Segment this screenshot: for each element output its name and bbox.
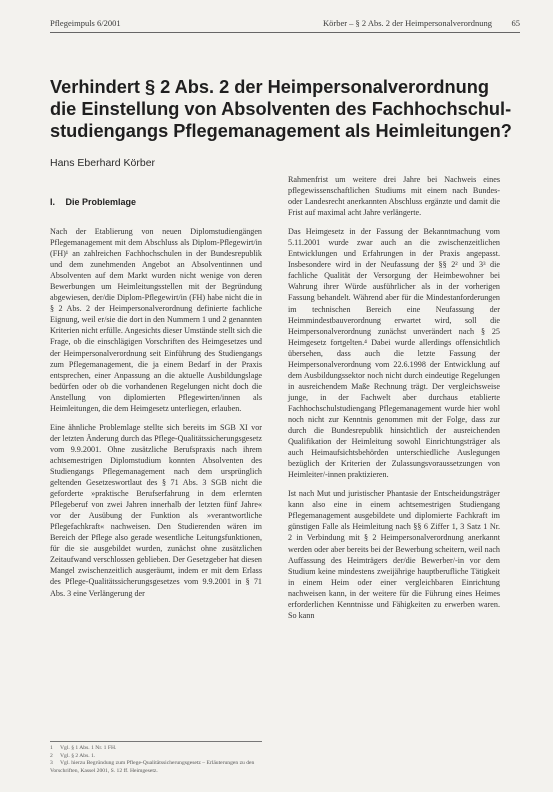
- section-heading: [50, 197, 136, 207]
- left-column: [50, 226, 262, 607]
- footnote: [50, 745, 262, 753]
- paragraph: Nach der Etablierung von neuen Diplomstudiengängen Pflegemanagement mit dem Abschluss als Diplom-Pflegewirt/in (FH)¹ an zahlreichen Fachhochschulen in der Bundesrepublik und dem zunehmenden Angebot an Absolventinnen und Absolventen auf dem Markt wurden nicht wenige von deren Bewerbungen um Heimleitungsstellen mit der Begründung abgewiesen, der/die Diplom-Pflegewirt/in (FH) habe nicht die in § 2 Abs. 2 der Heimpersonalverordnung definierte fachliche Eignung, weil er/sie die dort in den Nummern 1 und 2 genannten Kriterien nicht erfülle. Angesichts dieser Umstände stellt sich die Frage, ob die einschlägigen Vorschriften des Heimgesetzes und der Heimpersonalverordnung seit Einführung des Studiengangs zum Pflegemanagement, die ja einem Bedarf in der Praxis entsprechen, einer Anpassung an die aktuelle Ausbildungslage bedürfen oder ob die vorhandenen Regelungen nicht doch die Anstellung von diplomierten Pflegewirten/innen als Heimleitungen, die dem Heimgesetz unterliegen, erlauben.: [50, 227, 262, 413]
- footnote-text: Vgl. hierzu Begründung zum Pflege-Qualitätssicherungsgesetz – Erläuterungen zu den Vorschriften, Kassel 2001, S. 12 ff. Heimgesetz.: [50, 760, 255, 774]
- footnote: [50, 760, 262, 775]
- footnote-number: 1: [50, 745, 53, 751]
- paragraph: Das Heimgesetz in der Fassung der Bekanntmachung vom 5.11.2001 wurde zwar auch an die zwischenzeitlichen Entwicklungen und Erfahrungen in der Praxis angepasst. Insbesondere wird in der Neufassung der §§ 2² und 3³ die fachliche Qualität der Versorgung der Heimbewohner bei Wahrung ihrer Würde ausführlicher als in der vorherigen Fassung behandelt. Während aber für die Mindestanforderungen im technischen Bereich eine Neufassung der Heimmindestbauverordnung erwartet wird, soll die Heimpersonalverordnung zunächst unverändert nach § 25 Heimgesetz fortgelten.⁴ Dabei wurde allerdings offensichtlich übersehen, dass auch die letzte Fassung der Heimpersonalverordnung vom 22.6.1998 der Entwicklung auf dem Ausbildungssektor noch nicht durch eindeutige Regelungen in ausreichendem Maße Rechnung trägt. Der vergleichsweise junge, in der Fachwelt aber durchaus etablierte Fachhochschulstudiengang Pflegemanagement wurde hier wohl noch nicht zur Kenntnis genommen mit der Folge, dass zur durch die Bundesrepublik hinsichtlich der ausreichenden Qualifikation der Heimleitung sowohl Einrichtungsträger als auch Heimaufsichtsbehörden unterschiedliche Auslegungen bezüglich der Kriterien der Zulassungsvoraussetzungen von Heimleiter/-innen praktizieren.: [288, 227, 500, 480]
- paragraph: Ist nach Mut und juristischer Phantasie der Entscheidungsträger kann also eine in einem achtsemestrigen Studiengang Pflegemanagement ausgebildete und diplomierte Fachkraft im günstigen Falle als Heimleitung nach §§ 6 Ziffer 1, 3 Satz 1 Nr. 2 in Verbindung mit § 2 Heimpersonalverordnung anerkannt werden oder aber bereits bei der Bewerbung scheitern, weil nach Auffassung des Heimträgers der/die Bewerber/-in vor dem Studium keine mindestens zweijährige hauptberufliche Tätigkeit in einem Heim oder einer vergleichbaren Einrichtung nachweisen kann, in der weitere für die Führung eines Heimes erforderlichen Kenntnisse und Fähigkeiten zu erwerben waren. So kann: [288, 489, 500, 620]
- paragraph: Rahmenfrist um weitere drei Jahre bei Nachweis eines pflegewissenschaftlichen Studiums mit einem nach Bundes- oder Landesrecht anerkannten Abschluss ergänzte und damit die Frist auf maximal acht Jahre verlängerte.: [288, 175, 500, 218]
- running-header: [50, 18, 520, 33]
- section-number: I.: [50, 197, 56, 207]
- footnote-text: Vgl. § 1 Abs. 1 Nr. 1 FH.: [60, 745, 117, 751]
- footnote-text: Vgl. § 2 Abs. 1.: [60, 752, 96, 759]
- article-author: Hans Eberhard Körber: [50, 157, 156, 169]
- right-column: [288, 174, 500, 629]
- article-title: Verhindert § 2 Abs. 2 der Heimpersonalverordnung die Einstellung von Absolventen des Fachhochschul-studiengangs Pflegemanagement als Heimleitungen?: [50, 77, 512, 141]
- page-number: 65: [511, 18, 520, 28]
- footnote-number: 3: [50, 760, 53, 767]
- footnote-number: 2: [50, 752, 53, 759]
- footnotes: [50, 741, 262, 775]
- journal-name: Pflegeimpuls 6/2001: [50, 18, 121, 28]
- running-title: Körber – § 2 Abs. 2 der Heimpersonalverordnung: [322, 18, 492, 28]
- paragraph: Eine ähnliche Problemlage stellte sich bereits im SGB XI vor der letzten Änderung durch das Pflege-Qualitätssicherungsgesetz vom 9.9.2001. Ohne zusätzliche Berufspraxis nach ihrem achtsemestrigen Diplomstudium konnten Absolventen des Studiengangs Pflegemanagement nach dem ursprünglich geltenden Gesetzeswortlaut des § 71 Abs. 3 SGB nicht die geforderte »praktische Berufserfahrung in dem erlernten Pflegeberuf von zwei Jahren innerhalb der letzten fünf Jahre« vor der Ausübung der Funktion als »verantwortliche Pflegefachkraft« nachweisen. Den Studierenden wären im Bereich der Pflege also gerade wesentliche Leitungsfunktionen, für die sie ausgebildet wurden, zunächst ohne zusätzlichen Zeitaufwand verschlossen geblieben. Der Gesetzgeber hat diesen Mangel zwischenzeitlich ausgeräumt, indem er mit dem Erlass des Pflege-Qualitätssicherungsgesetzes vom 9.9.2001 in § 71 Abs. 3 eine Verlängerung der: [50, 422, 262, 598]
- section-title: Die Problemlage: [65, 197, 137, 207]
